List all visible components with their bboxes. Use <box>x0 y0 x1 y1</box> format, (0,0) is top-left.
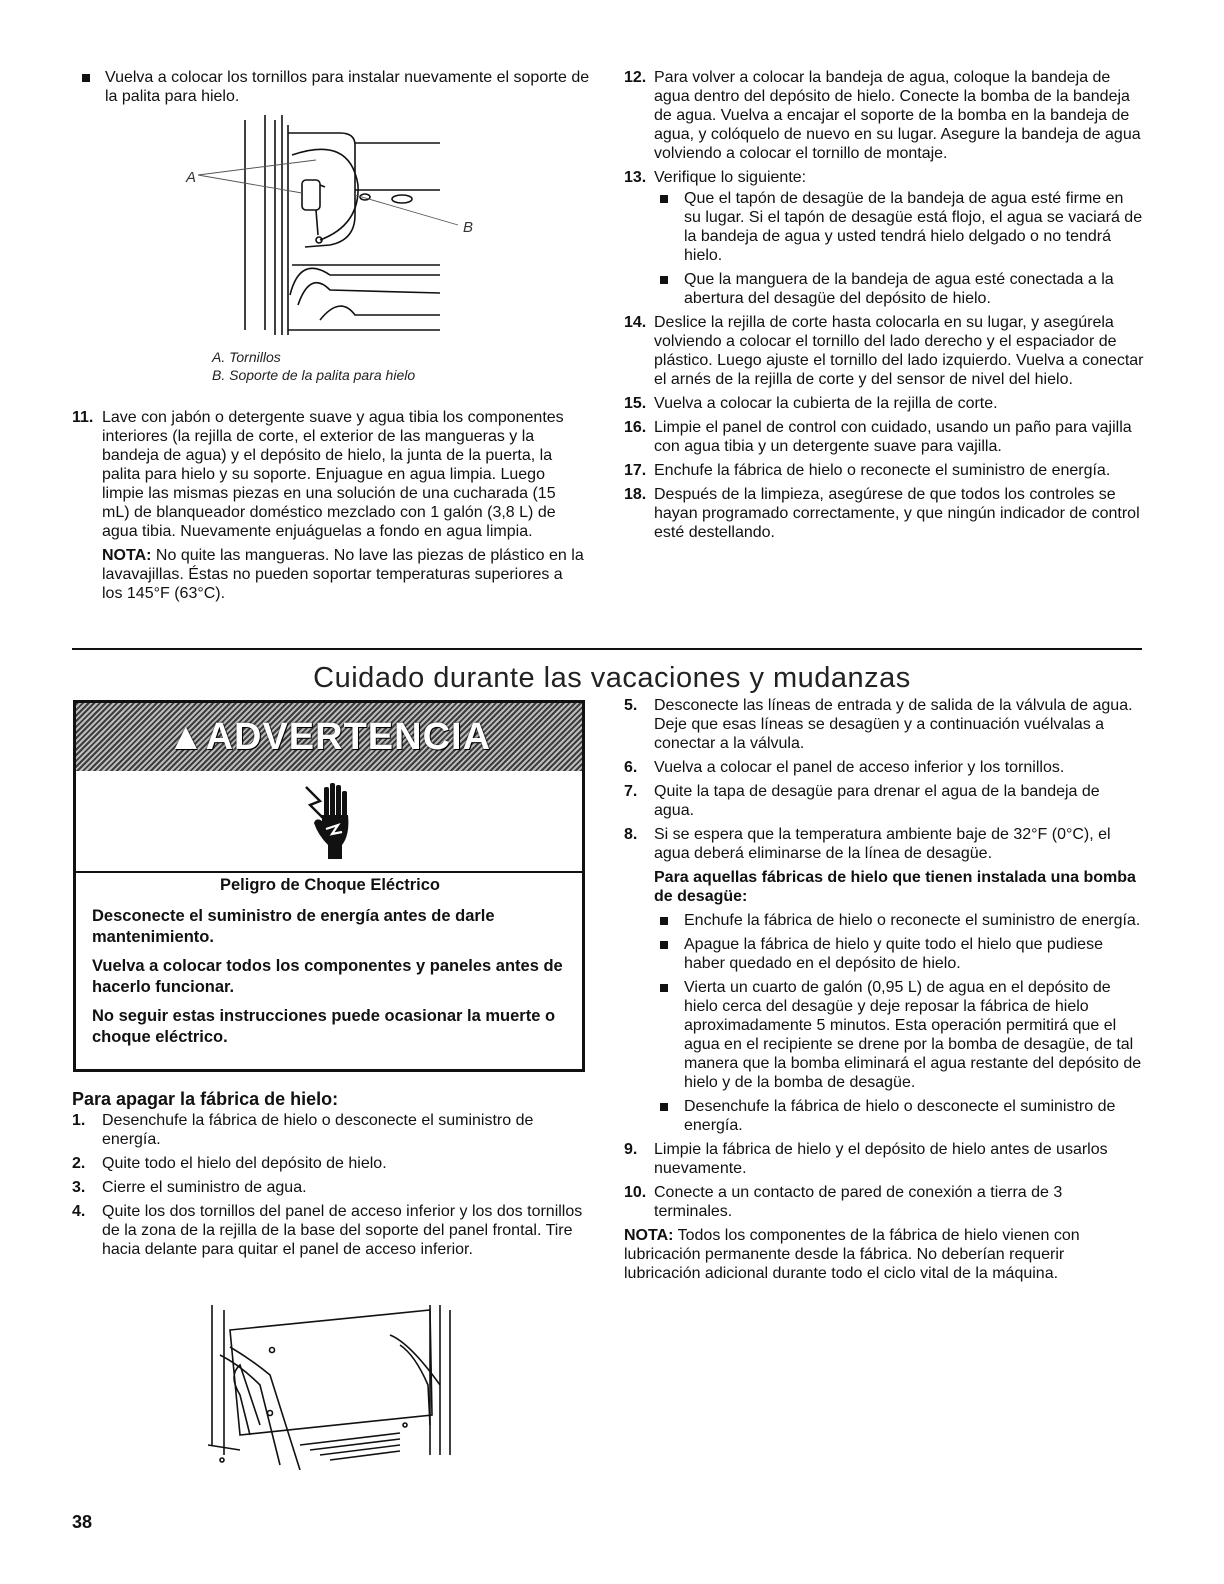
shutdown-heading: Para apagar la fábrica de hielo: <box>72 1089 339 1109</box>
warning-line: No seguir estas instrucciones puede ocasionar la muerte o choque eléctrico. <box>92 1007 556 1046</box>
nota-11 <box>102 546 587 603</box>
warning-box <box>73 700 585 1072</box>
nota-text: Todos los componentes de la fábrica de hielo vienen con lubricación permanente desde la fábrica. No deberían requerir lubricación adicional durante todo el ciclo vital de la máquina. <box>624 1227 1080 1282</box>
figure-label-a: A <box>186 169 197 186</box>
step-text: Limpie el panel de control con cuidado, usando un paño para vajilla con agua tibia y un detergente suave para vajilla. <box>654 419 1132 455</box>
step-text: Quite los dos tornillos del panel de acceso inferior y los dos tornillos de la zona de la rejilla de la base del soporte del panel frontal. Tire hacia delante para quitar el panel de acceso inferior. <box>102 1203 583 1258</box>
step-16 <box>624 418 1144 456</box>
step-number: 11. <box>72 409 94 426</box>
pump-bullet: Desenchufe la fábrica de hielo o desconecte el suministro de energía. <box>624 1097 1144 1135</box>
pump-bullet: Apague la fábrica de hielo y quite todo el hielo que pudiese haber quedado en el depósito de hielo. <box>624 935 1144 973</box>
step-number: 10. <box>624 1184 647 1201</box>
electric-shock-hand-icon <box>304 779 364 865</box>
figure-caption <box>212 348 532 384</box>
reinstall-screws-bullet: Vuelva a colocar los tornillos para instalar nuevamente el soporte de la palita para hielo. <box>72 68 592 106</box>
step-7 <box>624 782 1144 820</box>
section-title: Cuidado durante las vacaciones y mudanzas <box>313 662 911 694</box>
warning-icon-area <box>76 771 582 873</box>
step-number: 7. <box>624 783 638 800</box>
warning-triangle-icon: ▲ <box>166 715 206 758</box>
step-text: Cierre el suministro de agua. <box>102 1179 307 1196</box>
ice-scoop-bracket-figure <box>180 115 500 345</box>
page-number: 38 <box>72 1512 93 1532</box>
warning-header <box>76 703 582 771</box>
figure-label-b: B <box>463 219 474 236</box>
step-text: Después de la limpieza, asegúrese de que todos los controles se hayan programado correctamente, y que ningún indicador de control esté destellando. <box>654 486 1140 541</box>
step-11 <box>72 408 587 541</box>
nota-label: NOTA: <box>102 547 152 564</box>
step-text: Deslice la rejilla de corte hasta colocarla en su lugar, y asegúrela volviendo a colocar el tornillo del lado derecho y el espaciador de plástico. Luego ajuste el tornillo del lado izquierdo. Vuelva a conectar el arnés de la rejilla de corte y del sensor de nivel del hielo. <box>654 314 1144 388</box>
step-text: Verifique lo siguiente: <box>654 169 807 186</box>
warning-text <box>76 875 582 1056</box>
step-14 <box>624 313 1144 389</box>
step-6 <box>624 758 1144 777</box>
step-text: Vuelva a colocar el panel de acceso inferior y los tornillos. <box>654 759 1065 776</box>
top-left-column <box>72 68 592 106</box>
nota-text: No quite las mangueras. No lave las piezas de plástico en la lavavajillas. Éstas no pueden soportar temperaturas superiores a los 145°F (63°C). <box>102 547 584 602</box>
step-number: 16. <box>624 419 647 436</box>
step-number: 12. <box>624 69 647 86</box>
step-text: Quite la tapa de desagüe para drenar el agua de la bandeja de agua. <box>654 783 1100 819</box>
step-number: 4. <box>72 1203 86 1220</box>
step-11-block <box>72 408 587 608</box>
step-5 <box>624 696 1144 753</box>
step-text: Conecte a un contacto de pared de conexión a tierra de 3 terminales. <box>654 1184 1063 1220</box>
step-3 <box>72 1178 587 1197</box>
step-text: Si se espera que la temperatura ambiente baje de 32°F (0°C), el agua deberá eliminarse de la línea de desagüe. <box>654 826 1111 862</box>
step-number: 2. <box>72 1155 86 1172</box>
step-9 <box>624 1140 1144 1178</box>
caption-b: B. Soporte de la palita para hielo <box>212 367 416 383</box>
step-10 <box>624 1183 1144 1221</box>
step-number: 18. <box>624 486 647 503</box>
step-number: 3. <box>72 1179 86 1196</box>
step-text: Vuelva a colocar la cubierta de la rejilla de corte. <box>654 395 998 412</box>
step-13 <box>624 168 1144 187</box>
caption-a: A. Tornillos <box>212 349 281 365</box>
section-divider <box>72 648 1142 650</box>
step-text: Desconecte las líneas de entrada y de salida de la válvula de agua. Deje que esas líneas se desagüen y a continuación vuélvalas a conectar a la válvula. <box>654 697 1133 752</box>
warning-line: Vuelva a colocar todos los componentes y paneles antes de hacerlo funcionar. <box>92 957 563 996</box>
step-number: 9. <box>624 1141 638 1158</box>
top-right-column <box>624 68 1144 547</box>
nota-final <box>624 1226 1144 1283</box>
warning-title-wrap <box>166 715 492 758</box>
pump-bullet: Vierta un cuarto de galón (0,95 L) de agua en el depósito de hielo cerca del desagüe y deje reposar la fábrica de hielo aproximadamente 5 minutos. Esta operación permitirá que el agua en el recipiente se drene por la bomba de desagüe, de tal manera que la bomba eliminará el agua restante del depósito de hielo y de la bomba de desagüe. <box>624 978 1144 1092</box>
bottom-left-column <box>72 1090 587 1264</box>
step-number: 8. <box>624 826 638 843</box>
step-text: Enchufe la fábrica de hielo o reconecte el suministro de energía. <box>654 462 1111 479</box>
step-4 <box>72 1202 587 1259</box>
step-number: 17. <box>624 462 647 479</box>
access-panel-removal-figure <box>200 1305 470 1470</box>
step-number: 1. <box>72 1112 86 1129</box>
step-text: Para volver a colocar la bandeja de agua, coloque la bandeja de agua dentro del depósito de hielo. Conecte la bomba de la bandeja de agua. Vuelva a encajar el soporte de la bomba en la bandeja de agua, y colóquelo de nuevo en su lugar. Asegure la bandeja de agua volviendo a colocar el tornillo de montaje. <box>654 69 1141 162</box>
check-bullet: Que el tapón de desagüe de la bandeja de agua esté firme en su lugar. Si el tapón de desagüe está flojo, el agua se vaciará de la bandeja de agua y usted tendrá hielo delgado o no tendrá hielo. <box>624 189 1144 265</box>
step-18 <box>624 485 1144 542</box>
pump-bullet: Enchufe la fábrica de hielo o reconecte el suministro de energía. <box>624 911 1144 930</box>
step-text: Quite todo el hielo del depósito de hielo. <box>102 1155 387 1172</box>
check-bullet: Que la manguera de la bandeja de agua esté conectada a la abertura del desagüe del depósito de hielo. <box>624 270 1144 308</box>
step-2 <box>72 1154 587 1173</box>
step-number: 15. <box>624 395 647 412</box>
step-12 <box>624 68 1144 163</box>
hazard-title: Peligro de Choque Eléctrico <box>219 876 441 894</box>
step-17 <box>624 461 1144 480</box>
pump-heading: Para aquellas fábricas de hielo que tienen instalada una bomba de desagüe: <box>654 869 1136 905</box>
bottom-right-column <box>624 696 1144 1283</box>
step-1 <box>72 1111 587 1149</box>
step-text: Limpie la fábrica de hielo y el depósito de hielo antes de usarlos nuevamente. <box>654 1141 1108 1177</box>
warning-line: Desconecte el suministro de energía antes de darle mantenimiento. <box>92 907 495 946</box>
step-15 <box>624 394 1144 413</box>
step-text: Lave con jabón o detergente suave y agua tibia los componentes interiores (la rejilla de corte, el exterior de las mangueras y la bandeja de agua) y el depósito de hielo, la junta de la puerta, la palita para hielo y su soporte. Enjuague en agua limpia. Luego limpie las mismas piezas en una solución de una cucharada (15 mL) de blanqueador doméstico mezclado con 1 galón (3,8 L) de agua tibia. Nuevamente enjuáguelas a fondo en agua limpia. <box>102 409 564 540</box>
warning-title: ADVERTENCIA <box>205 715 492 758</box>
nota-label: NOTA: <box>624 1227 674 1244</box>
step-number: 13. <box>624 169 647 186</box>
step-number: 6. <box>624 759 638 776</box>
step-text: Desenchufe la fábrica de hielo o desconecte el suministro de energía. <box>102 1112 534 1148</box>
step-number: 5. <box>624 697 638 714</box>
step-number: 14. <box>624 314 647 331</box>
step-8 <box>624 825 1144 863</box>
